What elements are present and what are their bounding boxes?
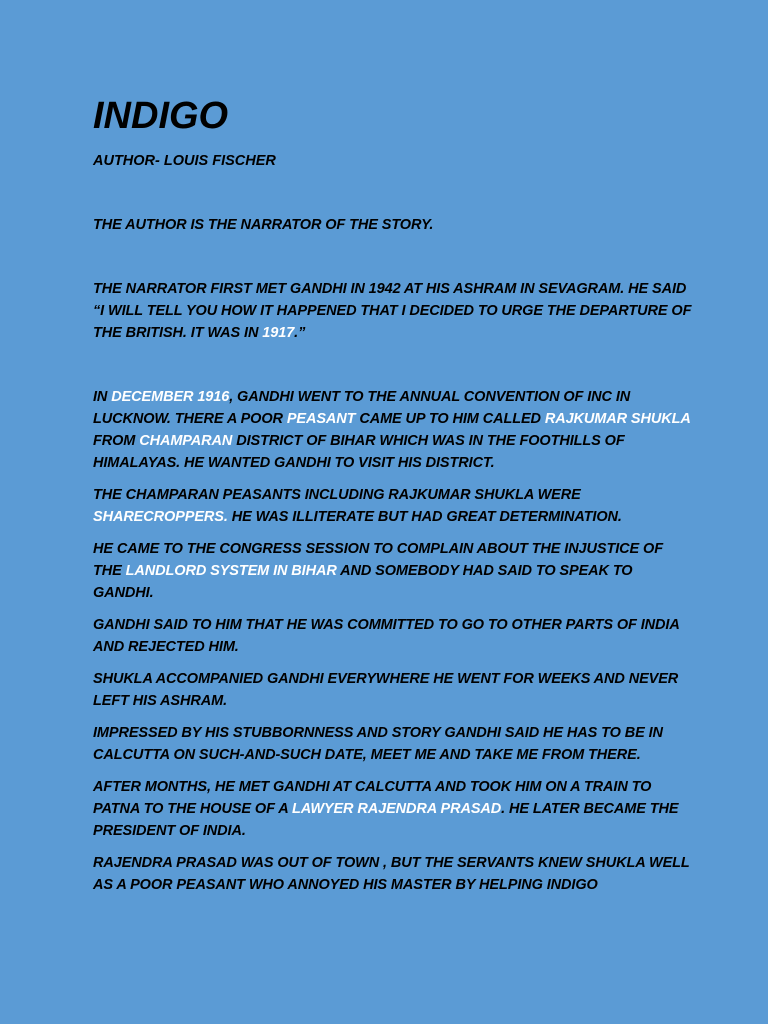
paragraph-text: CAME UP TO HIM CALLED <box>355 411 545 427</box>
paragraph-text: AND SOMEBODY HAD SAID TO SPEAK TO GANDHI. <box>93 563 633 601</box>
paragraph-text: .” <box>294 325 306 341</box>
highlighted-term: PEASANT <box>286 411 356 427</box>
paragraph-text: DISTRICT OF BIHAR WHICH WAS IN THE FOOTHILLS OF HIMALAYAS. HE WANTED GANDHI TO VISIT HIS DISTRICT. <box>93 433 625 471</box>
highlighted-term: SHARECROPPERS. <box>93 509 228 525</box>
paragraph <box>93 852 693 896</box>
page-title: INDIGO <box>93 95 229 137</box>
paragraph-text: . HE LATER BECAME THE PRESIDENT OF INDIA. <box>93 801 679 839</box>
highlighted-term: RAJKUMAR SHUKLA <box>544 411 691 427</box>
paragraph <box>93 484 693 528</box>
paragraph-text: THE AUTHOR IS THE NARRATOR OF THE STORY. <box>93 217 434 233</box>
paragraph <box>93 278 693 344</box>
body-text <box>93 214 693 896</box>
paragraph-text: HE CAME TO THE CONGRESS SESSION TO COMPLAIN ABOUT THE INJUSTICE OF THE <box>93 541 663 579</box>
paragraph-text: AFTER MONTHS, HE MET GANDHI AT CALCUTTA AND TOOK HIM ON A TRAIN TO PATNA TO THE HOUSE OF A <box>93 779 652 817</box>
paragraph <box>93 214 693 236</box>
paragraph-text: RAJENDRA PRASAD WAS OUT OF TOWN , BUT THE SERVANTS KNEW SHUKLA WELL AS A POOR PEASANT WHO ANNOYED HIS MASTER BY HELPING INDIGO <box>93 855 690 893</box>
paragraph <box>93 538 693 604</box>
document-page <box>93 94 693 896</box>
paragraph-text: IMPRESSED BY HIS STUBBORNNESS AND STORY GANDHI SAID HE HAS TO BE IN CALCUTTA ON SUCH-AND-SUCH DATE, MEET ME AND TAKE ME FROM THERE. <box>93 725 663 763</box>
paragraph <box>93 668 693 712</box>
paragraph-text: IN <box>93 389 112 405</box>
paragraph <box>93 776 693 842</box>
highlighted-term: 1917 <box>262 325 295 341</box>
paragraph-text: , GANDHI WENT TO THE ANNUAL CONVENTION OF INC IN LUCKNOW. THERE A POOR <box>93 389 631 427</box>
paragraph-text: THE CHAMPARAN PEASANTS INCLUDING RAJKUMAR SHUKLA WERE <box>93 487 581 503</box>
highlighted-term: DECEMBER 1916 <box>111 389 230 405</box>
paragraph <box>93 386 693 474</box>
paragraph-text: FROM <box>93 433 140 449</box>
highlighted-term: LAWYER RAJENDRA PRASAD <box>292 801 502 817</box>
highlighted-term: LANDLORD SYSTEM IN BIHAR <box>125 563 337 579</box>
paragraph <box>93 614 693 658</box>
highlighted-term: CHAMPARAN <box>139 433 233 449</box>
author-line: AUTHOR- LOUIS FISCHER <box>93 153 276 169</box>
paragraph-text: GANDHI SAID TO HIM THAT HE WAS COMMITTED TO GO TO OTHER PARTS OF INDIA AND REJECTED HIM. <box>93 617 680 655</box>
paragraph <box>93 722 693 766</box>
paragraph-text: SHUKLA ACCOMPANIED GANDHI EVERYWHERE HE WENT FOR WEEKS AND NEVER LEFT HIS ASHRAM. <box>93 671 679 709</box>
paragraph-text: HE WAS ILLITERATE BUT HAD GREAT DETERMINATION. <box>227 509 622 525</box>
paragraph-text: THE NARRATOR FIRST MET GANDHI IN 1942 AT HIS ASHRAM IN SEVAGRAM. HE SAID “I WILL TELL YOU HOW IT HAPPENED THAT I DECIDED TO URGE THE DEPARTURE OF THE BRITISH. IT WAS IN <box>93 281 692 341</box>
